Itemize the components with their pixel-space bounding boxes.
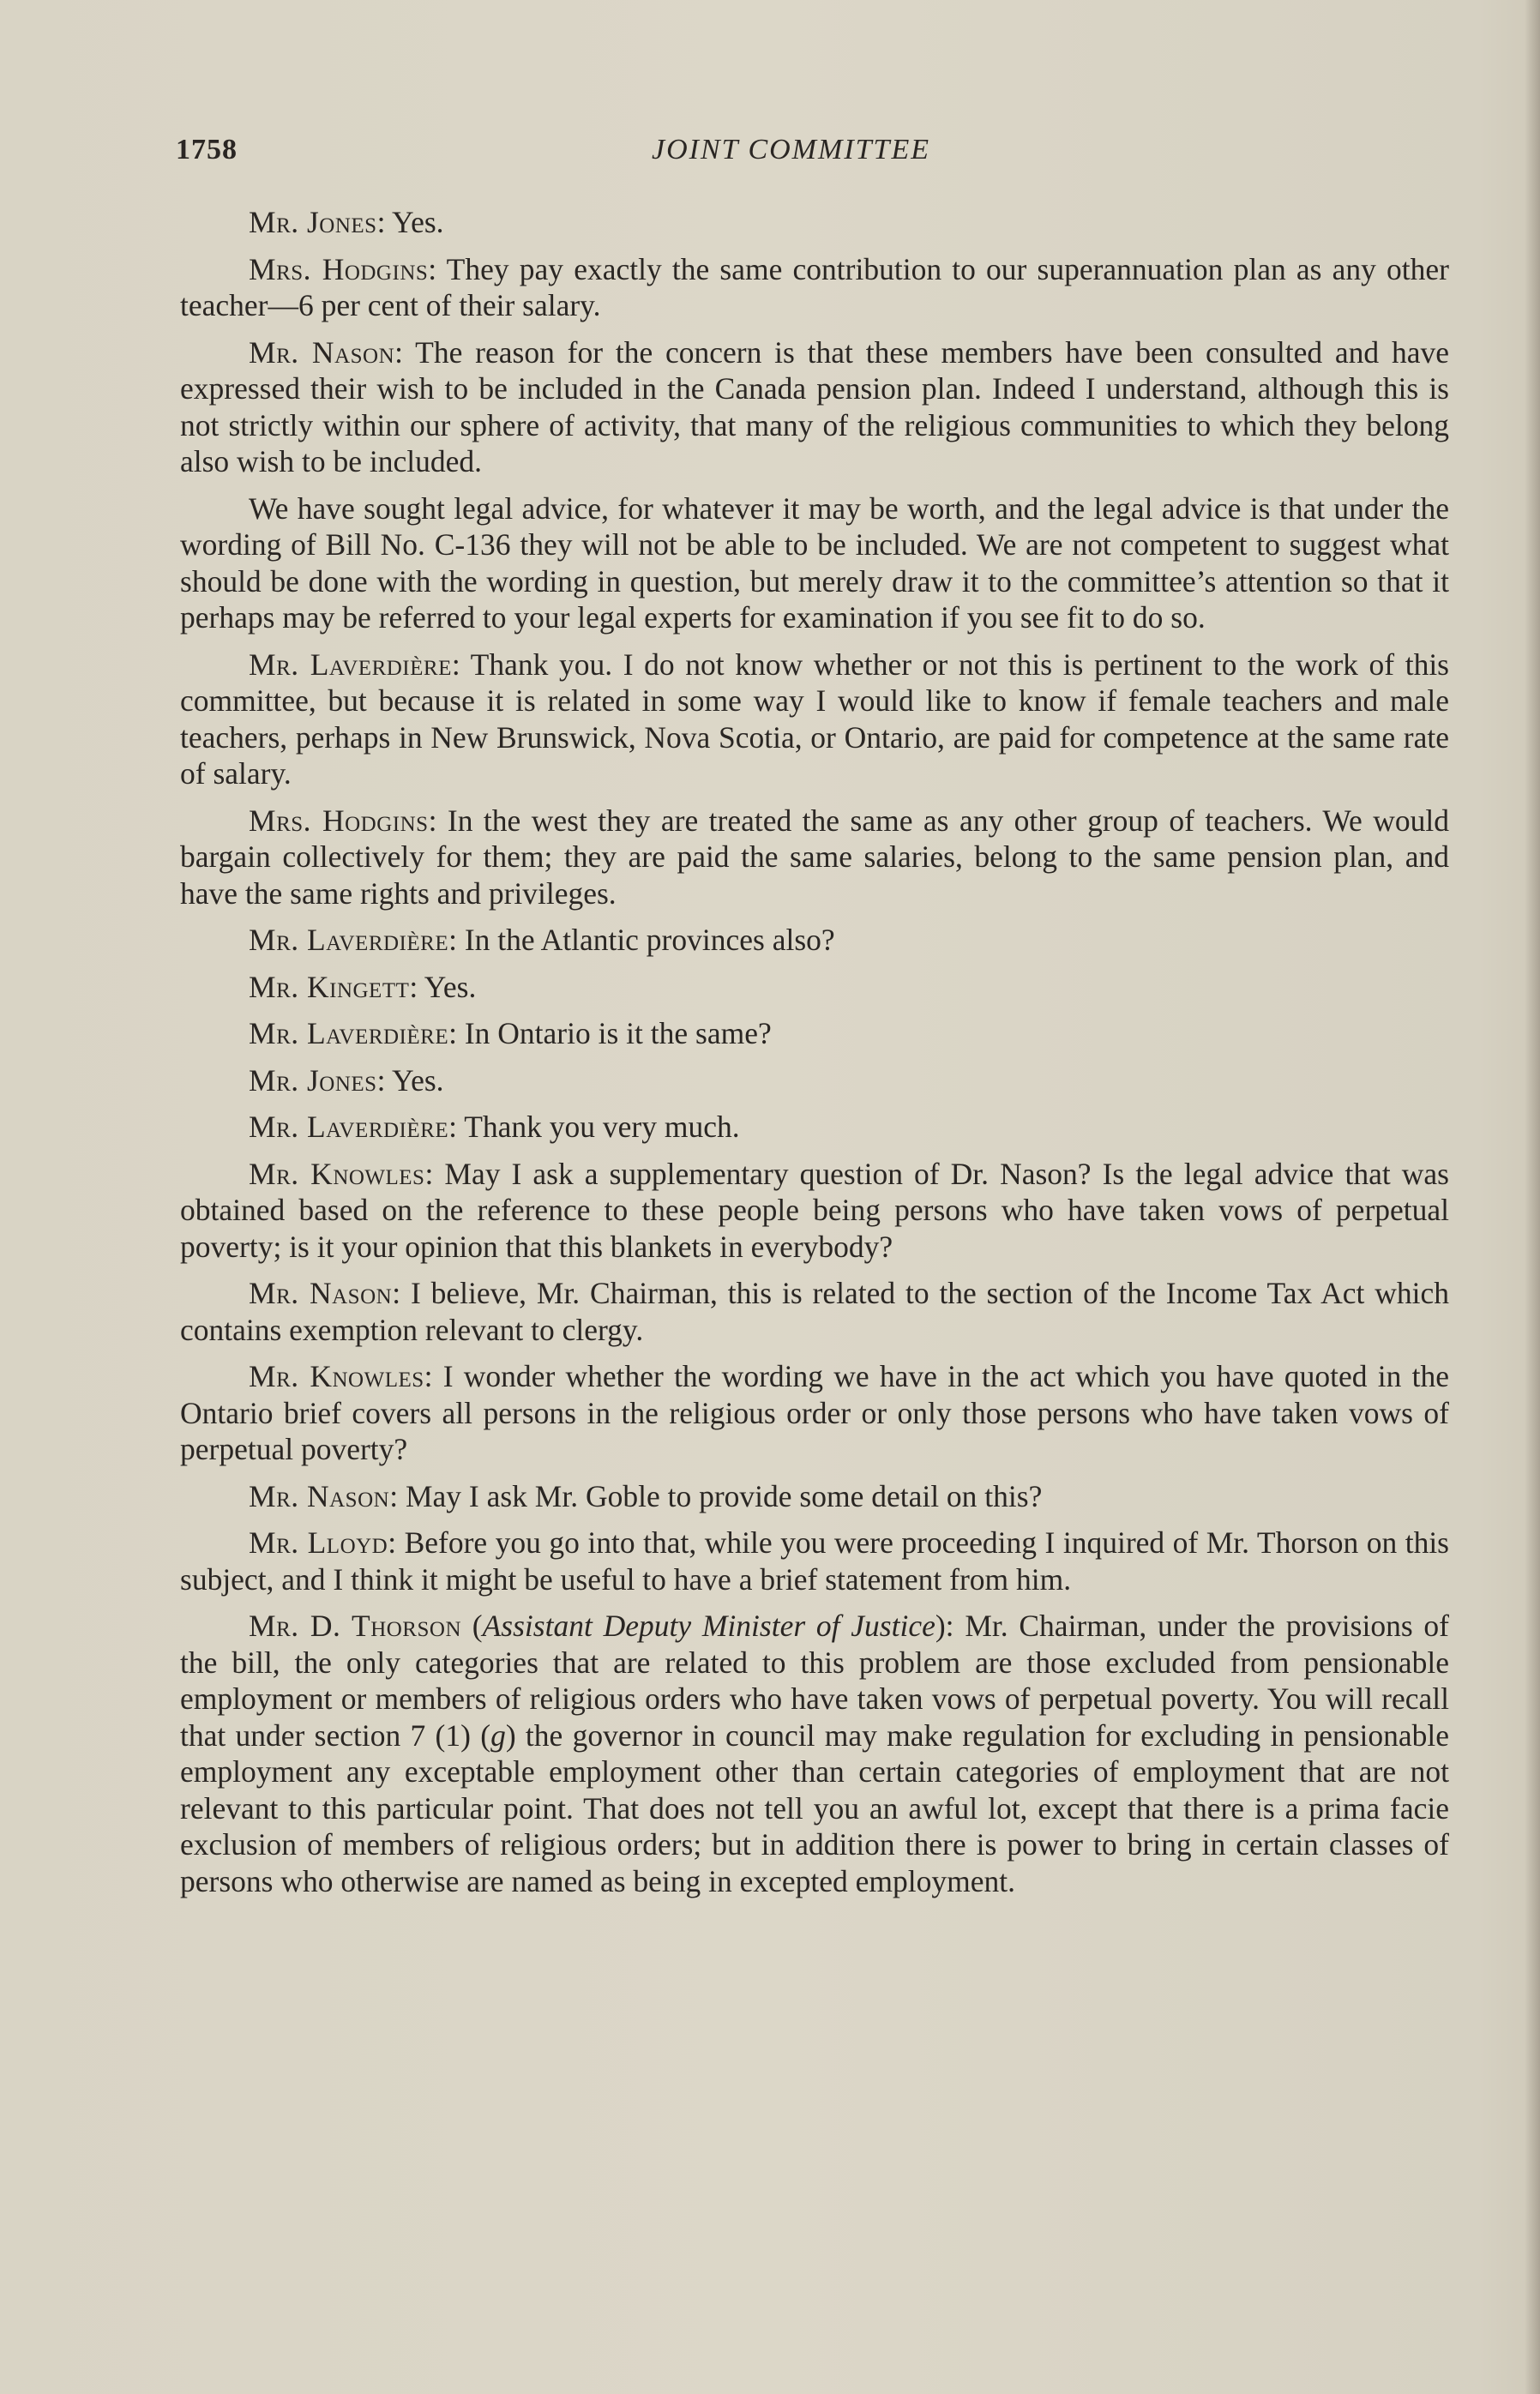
speaker-name: Mr. Knowles xyxy=(249,1359,424,1393)
speaker-name: Mr. Nason xyxy=(249,1276,393,1310)
section-letter: g xyxy=(490,1717,506,1753)
paragraph-text: Mr. Chairman, under the provisions of the bill, the only categories that are related to this problem are those excluded from pensionable employment or members of religious orders who have taken vows of perpetual poverty. You will recall that under section 7 (1) ( xyxy=(180,1609,1449,1753)
page-header xyxy=(176,134,1462,171)
paragraph-text: : May I ask Mr. Goble to provide some detail on this? xyxy=(389,1478,1043,1513)
speaker-name: Mr. Kingett xyxy=(249,969,410,1004)
paragraph-text-continued: ) the governor in council may make regulation for excluding in pensionable employment any exceptable employment other than certain categories of employment that are not relevant to this particular point. That does not tell you an awful lot, except that there is a prima facie exclusion of members of religious orders; but in addition there is power to bring in certain classes of persons who otherwise are named as being in excepted employment. xyxy=(180,1717,1449,1898)
speaker-name: Mr. Jones xyxy=(249,205,377,239)
paragraph-text: : I wonder whether the wording we have in the act which you have quoted in the Ontario brief covers all persons in the religious order or only those persons who have taken vows of perpetual poverty? xyxy=(180,1359,1449,1466)
speaker-name: Mr. Nason xyxy=(249,1478,390,1513)
paragraph-text: : Yes. xyxy=(376,205,444,239)
paragraph-text: : Yes. xyxy=(409,969,477,1004)
page-number: 1758 xyxy=(176,134,238,165)
paragraph-text: : Thank you. I do not know whether or not this is pertinent to the work of this committee, but because it is related in some way I would like to know if female teachers and male teachers, perhaps in New Brunswick, Nova Scotia, or Ontario, are paid for competence at the same rate of salary. xyxy=(180,647,1450,791)
paren-open: ( xyxy=(461,1609,483,1643)
speaker-name: Mr. D. Thorson xyxy=(249,1609,461,1643)
speaker-name: Mr. Knowles xyxy=(249,1156,425,1191)
paragraph xyxy=(180,1062,1449,1099)
paragraph xyxy=(180,922,1449,959)
paragraph xyxy=(180,647,1449,792)
speaker-role: Assistant Deputy Minister of Justice xyxy=(482,1609,935,1643)
paragraph-text: : They pay exactly the same contribution to our superannuation plan as any other teacher—6 per cent of their salary. xyxy=(180,251,1449,322)
paragraph xyxy=(180,490,1449,636)
paragraph-text: : Thank you very much. xyxy=(448,1110,740,1144)
speaker-name: Mrs. Hodgins xyxy=(249,251,429,286)
paragraph-thorson xyxy=(180,1608,1449,1899)
speaker-name: Mr. Nason xyxy=(249,334,395,370)
speaker-name: Mr. Jones xyxy=(249,1062,377,1098)
paragraph xyxy=(180,251,1449,324)
speaker-name: Mr. Laverdière xyxy=(249,1110,449,1144)
paragraph-text: : Yes. xyxy=(376,1062,444,1098)
paragraph xyxy=(180,1525,1449,1597)
paragraph xyxy=(180,1275,1449,1348)
paragraph xyxy=(180,1156,1449,1266)
speaker-name: Mrs. Hodgins xyxy=(249,803,429,838)
paragraph-text: : In Ontario is it the same? xyxy=(448,1016,772,1050)
paragraph xyxy=(180,334,1449,480)
paragraph xyxy=(180,1478,1449,1515)
paragraph-text: : In the west they are treated the same as any other group of teachers. We would bargain collectively for them; they are paid the same salaries, belong to the same pension plan, and have the same rights and privileges. xyxy=(180,803,1449,911)
paragraph xyxy=(180,803,1449,912)
paragraph xyxy=(180,969,1449,1006)
page-edge-shadow xyxy=(1525,0,1540,2394)
paragraph-text: : May I ask a supplementary question of Dr. Nason? Is the legal advice that was obtained based on the reference to these people being persons who have taken vows of perpetual poverty; is it your opinion that this blankets in everybody? xyxy=(180,1156,1449,1264)
transcript-body xyxy=(180,204,1449,1910)
paragraph xyxy=(180,1358,1449,1468)
speaker-name: Mr. Laverdière xyxy=(249,647,452,682)
paragraph-text: : The reason for the concern is that these members have been consulted and have expressed their wish to be included in the Canada pension plan. Indeed I understand, although this is not strictly within our sphere of activity, that many of the religious communities to which they belong also wish to be included. xyxy=(180,334,1449,478)
paragraph xyxy=(180,1015,1449,1052)
speaker-name: Mr. Laverdière xyxy=(249,1016,449,1050)
speaker-name: Mr. Lloyd xyxy=(249,1525,388,1560)
paragraph-text: : In the Atlantic provinces also? xyxy=(448,923,835,957)
paren-close: ): xyxy=(935,1609,966,1643)
paragraph-text: : Before you go into that, while you were proceeding I inquired of Mr. Thorson on this subject, and I think it might be useful to have a brief statement from him. xyxy=(180,1525,1449,1597)
paragraph xyxy=(180,204,1449,241)
paragraph-text: : I believe, Mr. Chairman, this is related to the section of the Income Tax Act which contains exemption relevant to clergy. xyxy=(180,1276,1450,1347)
running-head: JOINT COMMITTEE xyxy=(652,134,930,165)
paragraph xyxy=(180,1109,1449,1146)
speaker-name: Mr. Laverdière xyxy=(249,923,449,957)
paragraph-text: We have sought legal advice, for whatever it may be worth, and the legal advice is that under the wording of Bill No. C-136 they will not be able to be included. We are not competent to suggest what should be done with the wording in question, but merely draw it to the committee’s attention so that it perhaps may be referred to your legal experts for examination if you see fit to do so. xyxy=(180,490,1449,635)
